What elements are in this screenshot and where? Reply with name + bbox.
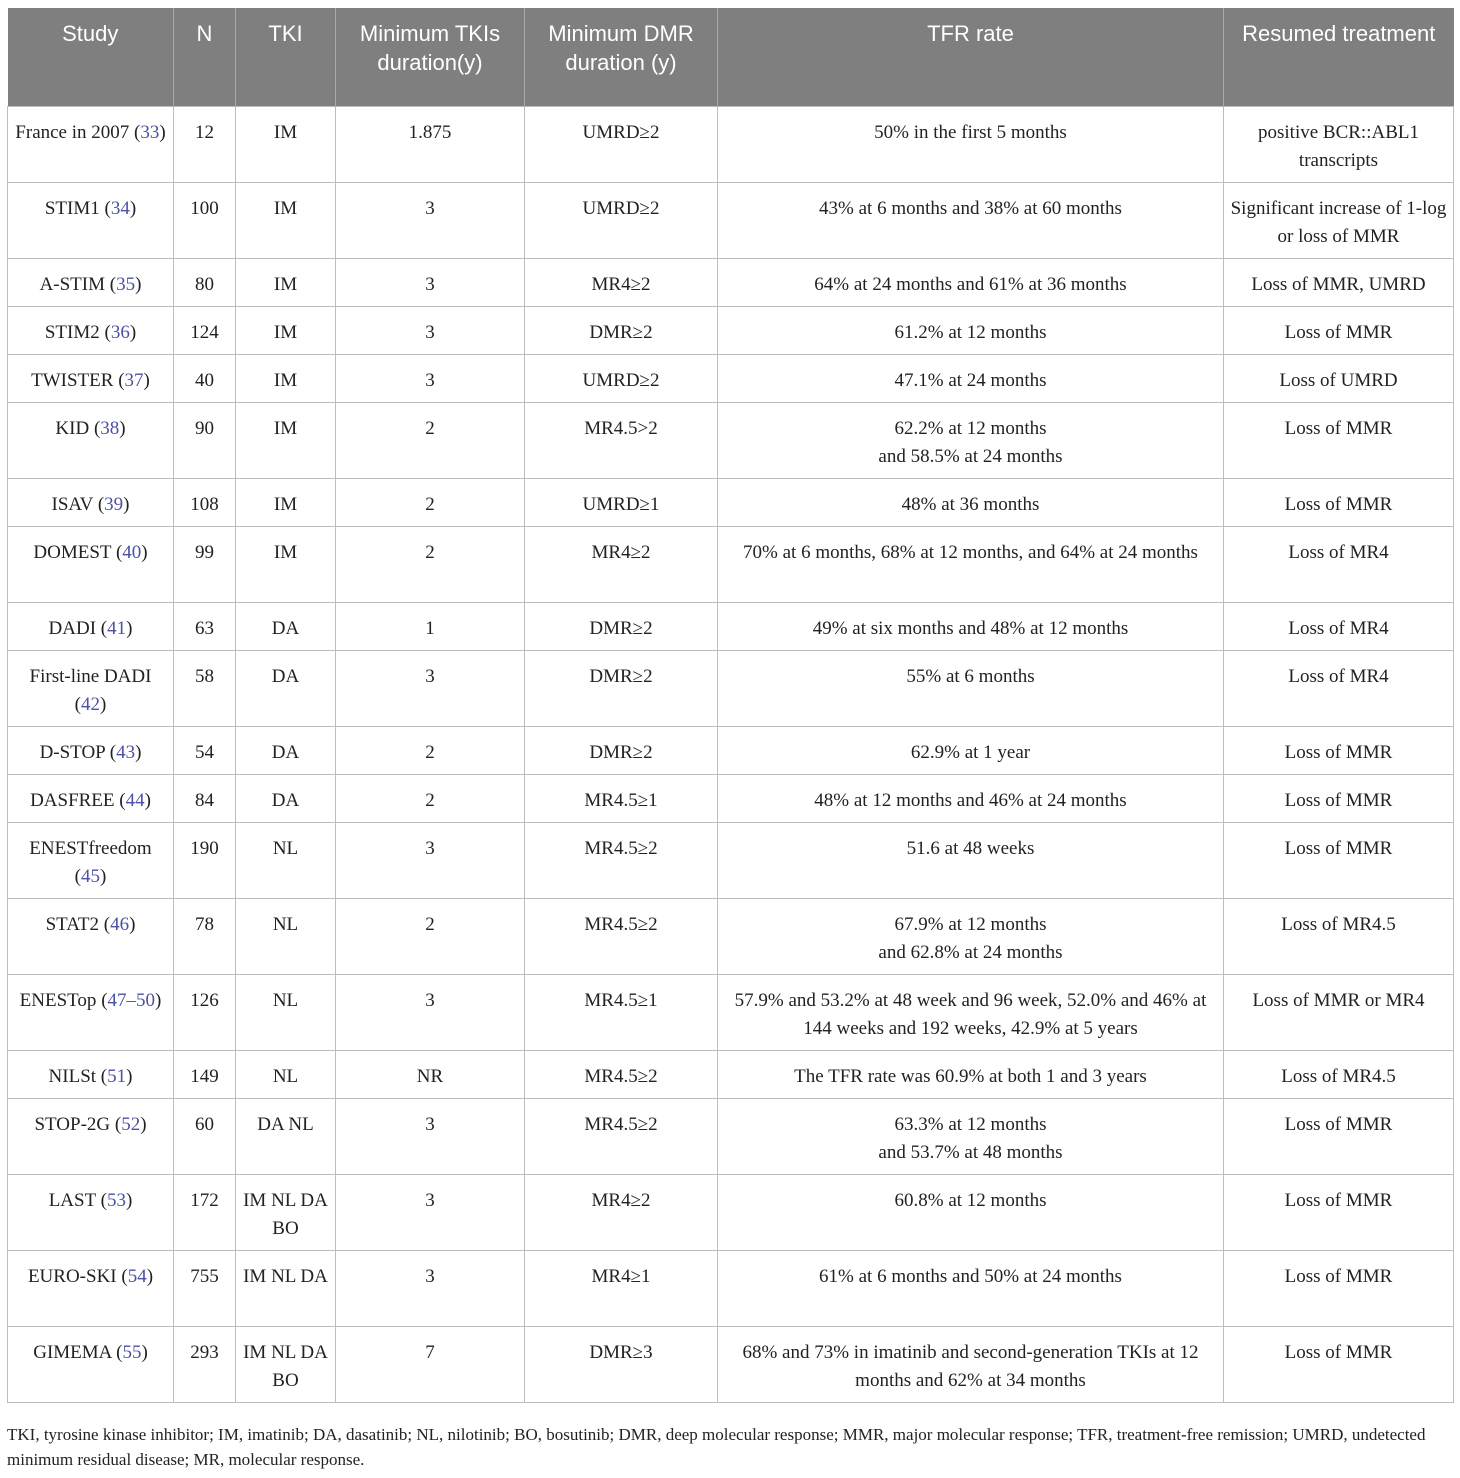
n-cell: 149 bbox=[174, 1050, 236, 1098]
reference-link[interactable]: 44 bbox=[125, 789, 145, 811]
n-cell: 108 bbox=[174, 478, 236, 526]
n-cell: 63 bbox=[174, 602, 236, 650]
study-name: A-STIM bbox=[39, 273, 106, 295]
table-row bbox=[8, 1050, 1454, 1098]
resumed-treatment-cell: Loss of MR4.5 bbox=[1224, 1050, 1454, 1098]
n-cell: 40 bbox=[174, 354, 236, 402]
table-row bbox=[8, 1326, 1454, 1402]
reference-link[interactable]: 36 bbox=[110, 321, 130, 343]
tki-duration-cell: 1 bbox=[336, 602, 525, 650]
tki-duration-cell: 2 bbox=[336, 774, 525, 822]
tfr-rate-cell: 61.2% at 12 months bbox=[718, 306, 1224, 354]
reference-link[interactable]: 45 bbox=[81, 865, 100, 887]
study-cell: NILSt (51) bbox=[8, 1050, 174, 1098]
table-header-row bbox=[8, 8, 1454, 106]
tki-cell: NL bbox=[236, 974, 336, 1050]
tki-cell: DA bbox=[236, 602, 336, 650]
tki-duration-cell: 2 bbox=[336, 726, 525, 774]
tfr-rate-cell: 67.9% at 12 months and 62.8% at 24 months bbox=[718, 898, 1224, 974]
study-cell: STAT2 (46) bbox=[8, 898, 174, 974]
n-cell: 80 bbox=[174, 258, 236, 306]
table-row bbox=[8, 526, 1454, 602]
dmr-duration-cell: MR4.5≥1 bbox=[525, 974, 718, 1050]
dmr-duration-cell: MR4.5≥1 bbox=[525, 774, 718, 822]
header-tki: TKI bbox=[236, 8, 336, 106]
table-row bbox=[8, 1250, 1454, 1326]
tki-duration-cell: 2 bbox=[336, 898, 525, 974]
study-name: GIMEMA bbox=[33, 1341, 112, 1363]
tki-duration-cell: 3 bbox=[336, 306, 525, 354]
tfr-rate-cell: 51.6 at 48 weeks bbox=[718, 822, 1224, 898]
resumed-treatment-cell: Loss of MMR, UMRD bbox=[1224, 258, 1454, 306]
reference-link[interactable]: 42 bbox=[81, 693, 100, 715]
study-cell: TWISTER (37) bbox=[8, 354, 174, 402]
n-cell: 99 bbox=[174, 526, 236, 602]
study-cell: A-STIM (35) bbox=[8, 258, 174, 306]
dmr-duration-cell: UMRD≥2 bbox=[525, 182, 718, 258]
reference-link[interactable]: 33 bbox=[140, 121, 160, 143]
resumed-treatment-cell: positive BCR::ABL1 transcripts bbox=[1224, 106, 1454, 182]
reference-link[interactable]: 37 bbox=[124, 369, 144, 391]
tfr-studies-table bbox=[7, 8, 1454, 1403]
n-cell: 90 bbox=[174, 402, 236, 478]
dmr-duration-cell: MR4.5≥2 bbox=[525, 822, 718, 898]
tki-cell: IM bbox=[236, 478, 336, 526]
table-row bbox=[8, 182, 1454, 258]
study-cell: ENESTfreedom (45) bbox=[8, 822, 174, 898]
dmr-duration-cell: DMR≥2 bbox=[525, 602, 718, 650]
table-row bbox=[8, 1098, 1454, 1174]
study-cell: EURO-SKI (54) bbox=[8, 1250, 174, 1326]
n-cell: 78 bbox=[174, 898, 236, 974]
reference-link[interactable]: 52 bbox=[121, 1113, 141, 1135]
tki-duration-cell: 3 bbox=[336, 1174, 525, 1250]
tki-cell: IM NL DA BO bbox=[236, 1326, 336, 1402]
study-cell: First-line DADI (42) bbox=[8, 650, 174, 726]
study-cell: GIMEMA (55) bbox=[8, 1326, 174, 1402]
reference-link[interactable]: 51 bbox=[107, 1065, 127, 1087]
study-name: STAT2 bbox=[45, 913, 99, 935]
n-cell: 293 bbox=[174, 1326, 236, 1402]
table-row bbox=[8, 602, 1454, 650]
table-body bbox=[8, 106, 1454, 1402]
n-cell: 60 bbox=[174, 1098, 236, 1174]
tki-cell: IM bbox=[236, 354, 336, 402]
tfr-rate-cell: 47.1% at 24 months bbox=[718, 354, 1224, 402]
table-row bbox=[8, 822, 1454, 898]
tfr-rate-cell: The TFR rate was 60.9% at both 1 and 3 years bbox=[718, 1050, 1224, 1098]
tfr-rate-cell: 49% at six months and 48% at 12 months bbox=[718, 602, 1224, 650]
resumed-treatment-cell: Loss of MR4 bbox=[1224, 602, 1454, 650]
study-name: DASFREE bbox=[30, 789, 115, 811]
resumed-treatment-cell: Loss of MMR bbox=[1224, 822, 1454, 898]
dmr-duration-cell: DMR≥2 bbox=[525, 726, 718, 774]
dmr-duration-cell: DMR≥2 bbox=[525, 650, 718, 726]
n-cell: 12 bbox=[174, 106, 236, 182]
study-name: ENESTop bbox=[19, 989, 97, 1011]
reference-link[interactable]: 46 bbox=[110, 913, 130, 935]
study-name: D-STOP bbox=[39, 741, 106, 763]
n-cell: 172 bbox=[174, 1174, 236, 1250]
tki-cell: IM bbox=[236, 106, 336, 182]
tfr-rate-cell: 48% at 12 months and 46% at 24 months bbox=[718, 774, 1224, 822]
tfr-rate-cell: 55% at 6 months bbox=[718, 650, 1224, 726]
table-row bbox=[8, 974, 1454, 1050]
tfr-rate-cell: 43% at 6 months and 38% at 60 months bbox=[718, 182, 1224, 258]
tki-duration-cell: 1.875 bbox=[336, 106, 525, 182]
reference-link[interactable]: 40 bbox=[122, 541, 142, 563]
table-row bbox=[8, 106, 1454, 182]
table-row bbox=[8, 650, 1454, 726]
n-cell: 54 bbox=[174, 726, 236, 774]
study-name: DADI bbox=[48, 617, 97, 639]
study-name: KID bbox=[55, 417, 90, 439]
tki-cell: NL bbox=[236, 1050, 336, 1098]
tki-cell: IM bbox=[236, 526, 336, 602]
study-name: NILSt bbox=[48, 1065, 97, 1087]
tki-cell: DA bbox=[236, 774, 336, 822]
tfr-rate-cell: 50% in the first 5 months bbox=[718, 106, 1224, 182]
study-cell: STOP-2G (52) bbox=[8, 1098, 174, 1174]
tki-cell: IM bbox=[236, 182, 336, 258]
reference-link[interactable]: 38 bbox=[100, 417, 120, 439]
resumed-treatment-cell: Loss of MR4.5 bbox=[1224, 898, 1454, 974]
resumed-treatment-cell: Loss of MMR bbox=[1224, 402, 1454, 478]
header-study: Study bbox=[8, 8, 174, 106]
resumed-treatment-cell: Loss of MMR bbox=[1224, 1174, 1454, 1250]
study-name: STIM2 bbox=[44, 321, 100, 343]
header-dmr-duration: Minimum DMR duration (y) bbox=[525, 8, 718, 106]
tki-cell: NL bbox=[236, 822, 336, 898]
study-cell: DOMEST (40) bbox=[8, 526, 174, 602]
reference-link[interactable]: 53 bbox=[106, 1189, 126, 1211]
study-cell: DADI (41) bbox=[8, 602, 174, 650]
resumed-treatment-cell: Loss of MMR bbox=[1224, 726, 1454, 774]
header-n: N bbox=[174, 8, 236, 106]
tfr-rate-cell: 48% at 36 months bbox=[718, 478, 1224, 526]
n-cell: 100 bbox=[174, 182, 236, 258]
dmr-duration-cell: MR4.5≥2 bbox=[525, 1098, 718, 1174]
tki-duration-cell: 3 bbox=[336, 974, 525, 1050]
dmr-duration-cell: MR4≥2 bbox=[525, 1174, 718, 1250]
tki-cell: IM bbox=[236, 402, 336, 478]
tfr-rate-cell: 62.2% at 12 months and 58.5% at 24 months bbox=[718, 402, 1224, 478]
study-name: STIM1 bbox=[44, 197, 100, 219]
tki-duration-cell: 3 bbox=[336, 1250, 525, 1326]
n-cell: 190 bbox=[174, 822, 236, 898]
table-row bbox=[8, 898, 1454, 974]
tki-duration-cell: 3 bbox=[336, 1098, 525, 1174]
study-cell: KID (38) bbox=[8, 402, 174, 478]
study-name: ISAV bbox=[51, 493, 94, 515]
header-resumed-treatment: Resumed treatment bbox=[1224, 8, 1454, 106]
reference-link[interactable]: 41 bbox=[107, 617, 127, 639]
study-name: TWISTER bbox=[31, 369, 114, 391]
tki-duration-cell: 3 bbox=[336, 258, 525, 306]
header-tfr-rate: TFR rate bbox=[718, 8, 1224, 106]
reference-link[interactable]: 35 bbox=[116, 273, 136, 295]
n-cell: 84 bbox=[174, 774, 236, 822]
resumed-treatment-cell: Loss of MMR or MR4 bbox=[1224, 974, 1454, 1050]
tki-duration-cell: 3 bbox=[336, 182, 525, 258]
tfr-rate-cell: 62.9% at 1 year bbox=[718, 726, 1224, 774]
reference-link[interactable]: 47–50 bbox=[107, 989, 156, 1011]
n-cell: 126 bbox=[174, 974, 236, 1050]
dmr-duration-cell: UMRD≥2 bbox=[525, 106, 718, 182]
study-cell: D-STOP (43) bbox=[8, 726, 174, 774]
study-cell: STIM2 (36) bbox=[8, 306, 174, 354]
study-name: STOP-2G bbox=[34, 1113, 111, 1135]
dmr-duration-cell: MR4.5≥2 bbox=[525, 898, 718, 974]
tki-duration-cell: 3 bbox=[336, 650, 525, 726]
dmr-duration-cell: DMR≥3 bbox=[525, 1326, 718, 1402]
tki-cell: IM NL DA BO bbox=[236, 1174, 336, 1250]
n-cell: 124 bbox=[174, 306, 236, 354]
dmr-duration-cell: UMRD≥1 bbox=[525, 478, 718, 526]
study-cell: DASFREE (44) bbox=[8, 774, 174, 822]
table-row bbox=[8, 402, 1454, 478]
tki-cell: IM NL DA bbox=[236, 1250, 336, 1326]
resumed-treatment-cell: Loss of UMRD bbox=[1224, 354, 1454, 402]
dmr-duration-cell: UMRD≥2 bbox=[525, 354, 718, 402]
table-row bbox=[8, 354, 1454, 402]
resumed-treatment-cell: Loss of MMR bbox=[1224, 478, 1454, 526]
tki-duration-cell: 2 bbox=[336, 478, 525, 526]
resumed-treatment-cell: Loss of MMR bbox=[1224, 1098, 1454, 1174]
resumed-treatment-cell: Loss of MR4 bbox=[1224, 526, 1454, 602]
tki-cell: IM bbox=[236, 306, 336, 354]
table-row bbox=[8, 258, 1454, 306]
tki-cell: DA bbox=[236, 726, 336, 774]
dmr-duration-cell: MR4.5≥2 bbox=[525, 1050, 718, 1098]
n-cell: 58 bbox=[174, 650, 236, 726]
table-footnote: TKI, tyrosine kinase inhibitor; IM, imatinib; DA, dasatinib; NL, nilotinib; BO, bosutinib; DMR, deep molecular response; MMR, major molecular response; TFR, treatment-free remission; UMRD, undetected minimum residual disease; MR, molecular response. bbox=[7, 1425, 1426, 1469]
resumed-treatment-cell: Loss of MR4 bbox=[1224, 650, 1454, 726]
reference-link[interactable]: 54 bbox=[127, 1265, 147, 1287]
table-row bbox=[8, 774, 1454, 822]
resumed-treatment-cell: Loss of MMR bbox=[1224, 1250, 1454, 1326]
tki-duration-cell: 3 bbox=[336, 354, 525, 402]
header-tki-duration: Minimum TKIs duration(y) bbox=[336, 8, 525, 106]
reference-link[interactable]: 39 bbox=[104, 493, 124, 515]
table-row bbox=[8, 478, 1454, 526]
study-name: First-line DADI bbox=[29, 665, 152, 687]
tfr-rate-cell: 70% at 6 months, 68% at 12 months, and 64% at 24 months bbox=[718, 526, 1224, 602]
tki-cell: DA bbox=[236, 650, 336, 726]
tki-cell: NL bbox=[236, 898, 336, 974]
tki-cell: DA NL bbox=[236, 1098, 336, 1174]
dmr-duration-cell: MR4.5>2 bbox=[525, 402, 718, 478]
tki-cell: IM bbox=[236, 258, 336, 306]
n-cell: 755 bbox=[174, 1250, 236, 1326]
study-cell: ISAV (39) bbox=[8, 478, 174, 526]
tki-duration-cell: 2 bbox=[336, 402, 525, 478]
dmr-duration-cell: MR4≥1 bbox=[525, 1250, 718, 1326]
tki-duration-cell: 3 bbox=[336, 822, 525, 898]
table-row bbox=[8, 1174, 1454, 1250]
tki-duration-cell: 7 bbox=[336, 1326, 525, 1402]
study-name: LAST bbox=[48, 1189, 96, 1211]
tfr-rate-cell: 60.8% at 12 months bbox=[718, 1174, 1224, 1250]
tfr-rate-cell: 64% at 24 months and 61% at 36 months bbox=[718, 258, 1224, 306]
tki-duration-cell: NR bbox=[336, 1050, 525, 1098]
tfr-rate-cell: 63.3% at 12 months and 53.7% at 48 months bbox=[718, 1098, 1224, 1174]
study-name: EURO-SKI bbox=[27, 1265, 117, 1287]
reference-link[interactable]: 34 bbox=[110, 197, 130, 219]
tfr-rate-cell: 61% at 6 months and 50% at 24 months bbox=[718, 1250, 1224, 1326]
study-cell: STIM1 (34) bbox=[8, 182, 174, 258]
study-cell: LAST (53) bbox=[8, 1174, 174, 1250]
dmr-duration-cell: MR4≥2 bbox=[525, 258, 718, 306]
resumed-treatment-cell: Loss of MMR bbox=[1224, 774, 1454, 822]
resumed-treatment-cell: Loss of MMR bbox=[1224, 1326, 1454, 1402]
table-row bbox=[8, 726, 1454, 774]
study-name: DOMEST bbox=[33, 541, 112, 563]
study-name: France in 2007 bbox=[15, 121, 130, 143]
resumed-treatment-cell: Significant increase of 1-log or loss of MMR bbox=[1224, 182, 1454, 258]
tki-duration-cell: 2 bbox=[336, 526, 525, 602]
dmr-duration-cell: DMR≥2 bbox=[525, 306, 718, 354]
study-cell: France in 2007 (33) bbox=[8, 106, 174, 182]
reference-link[interactable]: 43 bbox=[116, 741, 136, 763]
resumed-treatment-cell: Loss of MMR bbox=[1224, 306, 1454, 354]
table-row bbox=[8, 306, 1454, 354]
study-name: ENESTfreedom bbox=[29, 837, 152, 859]
dmr-duration-cell: MR4≥2 bbox=[525, 526, 718, 602]
tfr-rate-cell: 68% and 73% in imatinib and second-generation TKIs at 12 months and 62% at 34 months bbox=[718, 1326, 1224, 1402]
study-cell: ENESTop (47–50) bbox=[8, 974, 174, 1050]
tfr-rate-cell: 57.9% and 53.2% at 48 week and 96 week, 52.0% and 46% at 144 weeks and 192 weeks, 42.9% at 5 years bbox=[718, 974, 1224, 1050]
reference-link[interactable]: 55 bbox=[122, 1341, 142, 1363]
